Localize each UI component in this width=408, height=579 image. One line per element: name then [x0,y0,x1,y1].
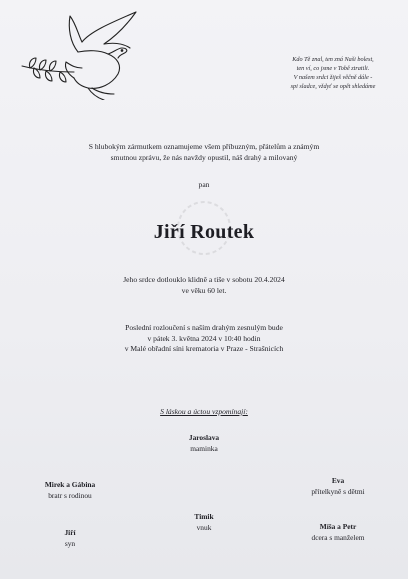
mourner-name: Eva [331,476,345,485]
funeral-line: v pátek 3. května 2024 v 10:40 hodin [147,333,261,343]
mourner-misa-petr [288,522,388,543]
announcement-line: S hlubokým zármutkem oznamujeme všem příbuzným, přátelům a známým [88,142,320,151]
quote-line: V našem srdci žiješ věčně dále - [293,74,373,81]
quote-line: spi sladce, vždyť se opět shledáme [290,83,376,90]
mourner-jaroslava [154,433,254,454]
memorial-quote [268,55,398,91]
funeral-details [0,323,408,355]
dove-with-branch-icon [18,8,148,100]
death-line: Jeho srdce dotlouklo klidně a tiše v sobotu 20.4.2024 [123,275,285,284]
deceased-name: Jiří Routek [153,221,255,243]
mourner-relation: syn [64,538,76,548]
mourner-name: Mirek a Gábina [44,480,96,489]
death-notice [0,275,408,296]
mourner-name: Míša a Petr [319,522,357,531]
signatures-intro: S láskou a úctou vzpomínají: [160,407,248,416]
mourner-relation: vnuk [196,522,212,532]
mourner-relation: bratr s rodinou [48,490,92,500]
mourner-relation: maminka [190,443,218,453]
funeral-line: v Malé obřadní síni krematoria v Praze - Strašnicích [124,344,284,353]
quote-line: Kdo Tě znal, ten zná Naši bolest, [292,56,374,63]
mourner-timik [154,512,254,533]
announcement-line: smutnou zprávu, že nás navždy opustil, náš drahý a milovaný [110,152,298,162]
mourner-name: Jaroslava [188,433,220,442]
mourner-name: Jiří [64,528,76,537]
mourner-relation: dcera s manželem [311,532,365,542]
mourner-mirek-gabina [20,480,120,501]
mourner-name: Timik [194,512,214,521]
quote-line: ten ví, co jsme v Tobě ztratili. [296,65,370,72]
title-prefix: pan [198,180,210,189]
funeral-line: Poslední rozloučení s naším drahým zesnulým bude [125,323,283,332]
announcement-text [0,142,408,163]
death-line: ve věku 60 let. [181,285,227,295]
mourner-jiri [20,528,120,549]
mourner-relation: přítelkyně s dětmi [311,486,365,496]
mourner-eva [288,476,388,497]
